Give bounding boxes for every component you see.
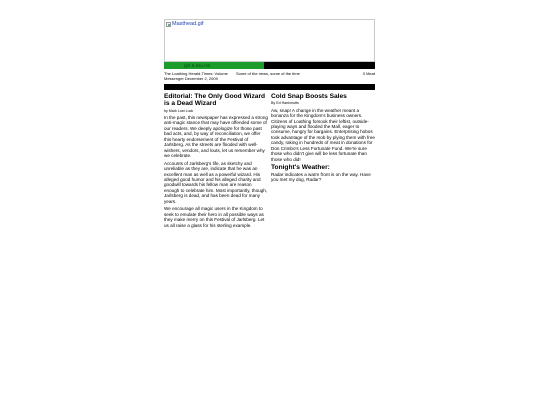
- weather-paragraph: Radar indicates a warm front is on the way. Have you met my dog, Radar?: [271, 171, 371, 182]
- right-column: [271, 93, 375, 230]
- nav-bar: [164, 62, 375, 69]
- nav-link[interactable]: ppf & bsu.ms: [184, 63, 211, 68]
- article-paragraph: In the past, this newspaper has expressed a strong anti-magic stance that may have offended some of our readers. We deeply apologize for those past bad acts, and, by way of reconciliation, we offer this hearty endorsement of the Festival of Jarlsberg. As the streets are flooded with well-wishers, vendors, and louts, let us remember why we celebrate.: [164, 115, 268, 159]
- masthead-broken-image: [166, 21, 204, 27]
- article-title: Cold Snap Boosts Sales: [271, 93, 347, 100]
- issue-info-row: [164, 69, 375, 81]
- left-column: [164, 93, 268, 230]
- newspaper-page: [164, 19, 375, 230]
- article-byline: by Mark Lost Luck: [164, 108, 194, 113]
- article-title: Editorial: The Only Good Wizard is a Dead Wizard: [164, 93, 266, 108]
- issue-price: 0 Meat: [362, 71, 375, 76]
- article-paragraph: We encourage all magic users in the Kingdom to seek to emulate their hero in all possible ways as they make merry on this Festival of Jarlsberg. Let us all raise a glass for his sterling example.: [164, 206, 265, 228]
- nav-bar-green: [164, 62, 264, 69]
- masthead-alt-text: Masthead.gif: [172, 21, 204, 27]
- article-columns: [164, 93, 375, 230]
- masthead-image: [164, 19, 375, 62]
- article-byline: By Ed Hankmutts: [271, 101, 299, 106]
- article-paragraph: Aw, snap! A change in the weather meant a bonanza for the Kingdom's business owners. Citizens of Loathing forsook their leftist, outside-playing ways and flooded the Mall, eager to consume, hungry for bargains. Enterprising hobos took advantage of the mob by plying them with free candy, raking in hundreds of meat in donations for Don Crimbo's Less Fortunate Fund. We're sure those who didn't give will be less fortunate than those who did!: [271, 107, 375, 162]
- issue-tagline: Some of the news, some of the time: [236, 71, 300, 76]
- article-paragraph: Accounts of Jarlsberg's life, as sketchy and unreliable as they are, indicate that he was an excellent man as well as a powerful wizard. His alleged good humor and his alleged charity and goodwill towards his fellow man are reason enough to celebrate him. Most importantly, though, Jarlsberg is dead, and has been dead for many years.: [164, 160, 268, 204]
- broken-image-icon: [166, 22, 171, 27]
- section-divider: [164, 84, 375, 90]
- weather-heading: Tonight's Weather:: [271, 164, 330, 172]
- nav-bar-black: [264, 62, 375, 69]
- issue-volume: The Loathing Herald-Times: Volume Messenger December 2, 2009: [164, 71, 228, 81]
